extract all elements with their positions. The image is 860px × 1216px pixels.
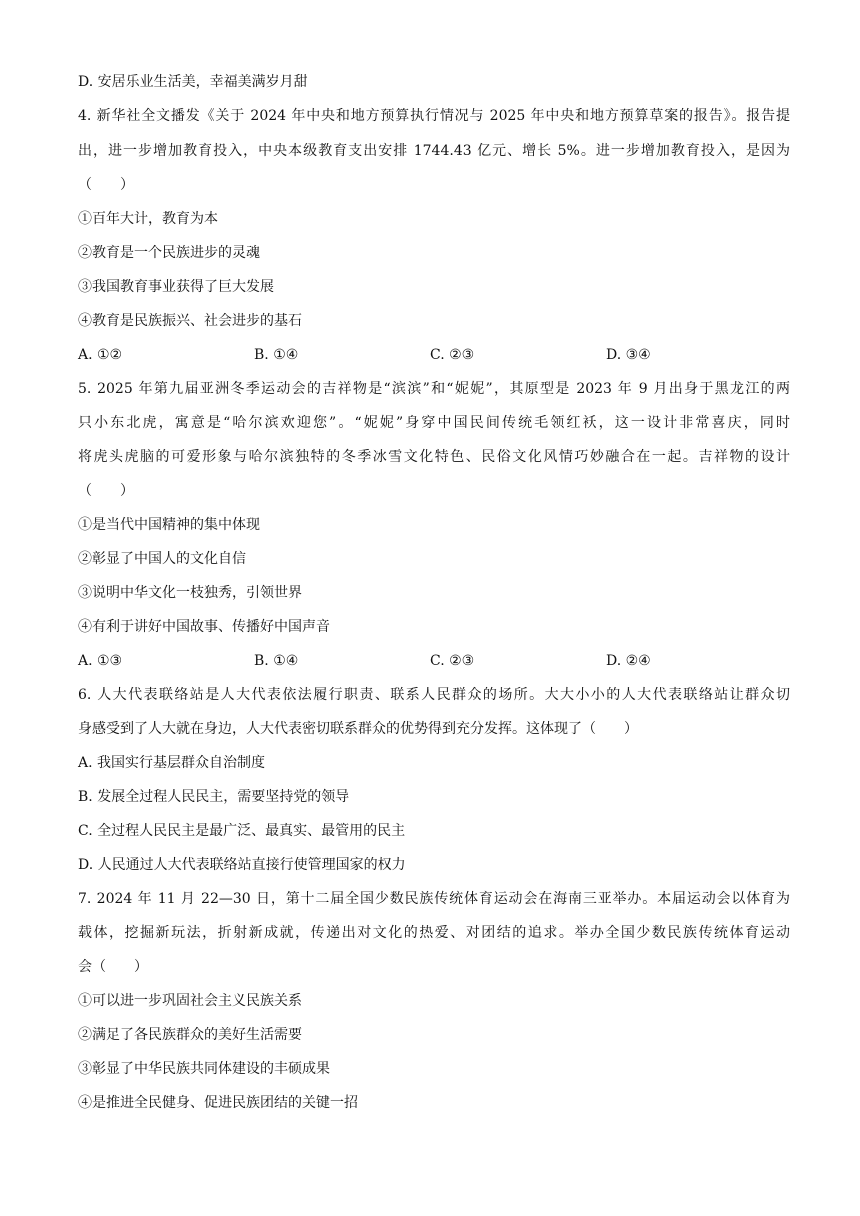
q6-stem-line-2: 身感受到了人大就在身边，人大代表密切联系群众的优势得到充分发挥。这体现了（ ） (78, 721, 638, 737)
q5-option-a: A. ①③ (78, 653, 123, 669)
q4-item-1: ①百年大计，教育为本 (78, 211, 218, 227)
q5-item-1: ①是当代中国精神的集中体现 (78, 517, 260, 533)
q6-option-d: D. 人民通过人大代表联络站直接行使管理国家的权力 (78, 857, 406, 873)
q7-stem-line-1: 7. 2024 年 11 月 22—30 日，第十二届全国少数民族传统体育运动会在海南三亚举办。本届运动会以体育为 (78, 891, 790, 907)
q4-option-a: A. ①② (78, 347, 123, 363)
q5-stem-line-1: 5. 2025 年第九届亚洲冬季运动会的吉祥物是“滨滨”和“妮妮”，其原型是 2023 年 9 月出身于黑龙江的两 (78, 381, 790, 397)
q4-item-4: ④教育是民族振兴、社会进步的基石 (78, 313, 302, 329)
q4-stem-line-2: 出，进一步增加教育投入，中央本级教育支出安排 1744.43 亿元、增长 5%。进一步增加教育投入，是因为 (78, 143, 790, 159)
q6-option-b: B. 发展全过程人民民主，需要坚持党的领导 (78, 789, 350, 805)
q6-stem-line-1: 6. 人大代表联络站是人大代表依法履行职责、联系人民群众的场所。大大小小的人大代表联络站让群众切 (78, 687, 790, 703)
q4-option-c: C. ②③ (430, 347, 475, 363)
q4-item-2: ②教育是一个民族进步的灵魂 (78, 245, 260, 261)
q4-option-d: D. ③④ (606, 347, 651, 363)
q4-answer-blank: （ ） (78, 177, 134, 193)
q4-option-b: B. ①④ (254, 347, 299, 363)
q7-item-4: ④是推进全民健身、促进民族团结的关键一招 (78, 1095, 358, 1111)
q6-option-c: C. 全过程人民民主是最广泛、最真实、最管用的民主 (78, 823, 406, 839)
q3-option-d: D. 安居乐业生活美，幸福美满岁月甜 (78, 74, 308, 90)
q7-stem-line-3: 会（ ） (78, 959, 148, 975)
q5-item-3: ③说明中华文化一枝独秀，引领世界 (78, 585, 302, 601)
q5-stem-line-3: 将虎头虎脑的可爱形象与哈尔滨独特的冬季冰雪文化特色、民俗文化风情巧妙融合在一起。吉祥物的设计 (78, 449, 790, 465)
q5-stem-line-2: 只小东北虎，寓意是“哈尔滨欢迎您”。“妮妮”身穿中国民间传统毛领红袄，这一设计非常喜庆，同时 (78, 415, 790, 431)
q6-option-a: A. 我国实行基层群众自治制度 (78, 755, 266, 771)
q5-item-2: ②彰显了中国人的文化自信 (78, 551, 246, 567)
q5-option-b: B. ①④ (254, 653, 299, 669)
q5-option-d: D. ②④ (606, 653, 651, 669)
q5-item-4: ④有利于讲好中国故事、传播好中国声音 (78, 619, 330, 635)
q7-item-1: ①可以进一步巩固社会主义民族关系 (78, 993, 302, 1009)
q7-stem-line-2: 载体，挖掘新玩法，折射新成就，传递出对文化的热爱、对团结的追求。举办全国少数民族传统体育运动 (78, 925, 790, 941)
q4-stem-line-1: 4. 新华社全文播发《关于 2024 年中央和地方预算执行情况与 2025 年中央和地方预算草案的报告》。报告提 (78, 108, 790, 124)
q7-item-3: ③彰显了中华民族共同体建设的丰硕成果 (78, 1061, 330, 1077)
q7-item-2: ②满足了各民族群众的美好生活需要 (78, 1027, 302, 1043)
q4-item-3: ③我国教育事业获得了巨大发展 (78, 279, 274, 295)
q5-option-c: C. ②③ (430, 653, 475, 669)
q5-answer-blank: （ ） (78, 483, 134, 499)
